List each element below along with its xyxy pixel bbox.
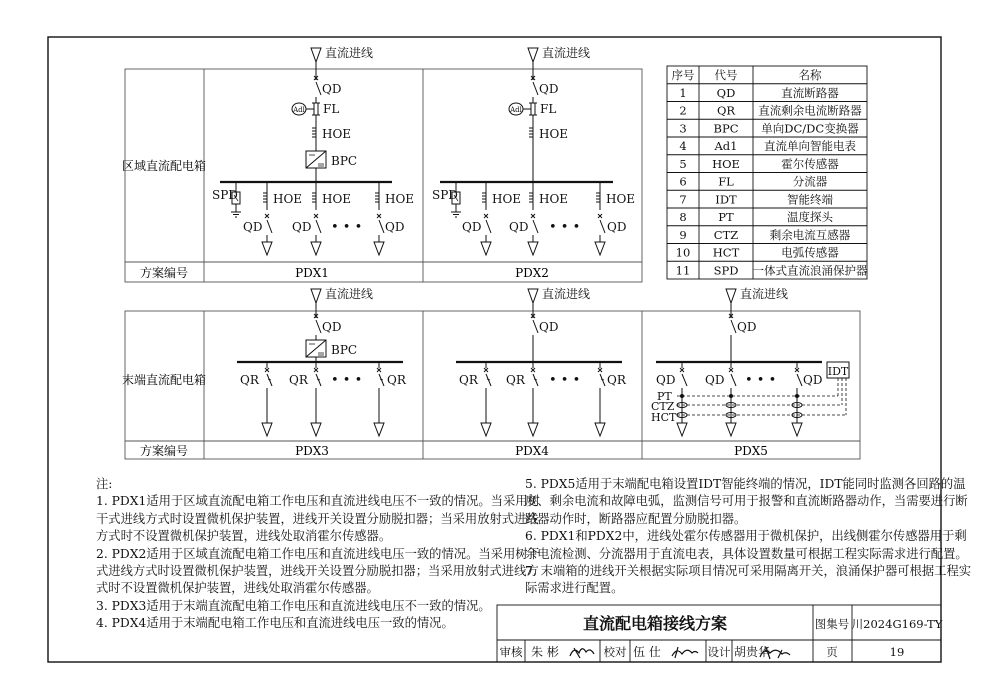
review-label: 审核	[499, 645, 523, 659]
code-qd: QD	[803, 373, 823, 387]
code-bpc: BPC	[331, 154, 358, 168]
design-label: 设计	[707, 645, 731, 659]
legend-header-cell: 名称	[798, 68, 822, 82]
scheme-pdx1: PDX1	[295, 266, 329, 280]
code-hoe: HOE	[385, 192, 415, 206]
legend-index-cell: 1	[679, 85, 687, 100]
note-line: 余电流检测、分流器用于直流电表，具体设置数量可根据工程实际需求进行配置。	[525, 546, 968, 561]
scheme-pdx4: PDX4	[515, 444, 549, 458]
note-line: 路器动作时，断路器应配置分励脱扣器。	[525, 511, 747, 526]
title-block-text	[500, 614, 943, 659]
notes-title: 注:	[96, 477, 113, 491]
code-hoe: HOE	[322, 192, 352, 206]
labels-pdx2	[432, 45, 635, 235]
code-qd: QD	[243, 220, 263, 234]
legend-index-cell: 8	[679, 210, 687, 224]
ellipsis: • • •	[549, 220, 581, 235]
code-qr: QR	[387, 373, 406, 387]
note-line: 方式时不设置微机保护装置，进线处取消霍尔传感器。	[96, 529, 392, 544]
code-qd: QD	[705, 373, 725, 387]
code-hoe: HOE	[322, 127, 352, 141]
code-qd: QD	[656, 373, 676, 387]
signature-reviewer	[570, 648, 594, 658]
ellipsis: • • •	[549, 373, 581, 388]
feed-label: 直流进线	[542, 46, 591, 60]
code-qd: QD	[607, 220, 627, 234]
legend-code-cell: HCT	[712, 245, 740, 260]
code-qr: QR	[506, 373, 525, 387]
code-qd: QD	[292, 220, 312, 234]
legend-code-cell: PT	[718, 210, 734, 224]
ellipsis: • • •	[331, 373, 363, 388]
drawing-title: 直流配电箱接线方案	[582, 614, 728, 633]
scheme-pdx5: PDX5	[734, 444, 768, 458]
legend-name-cell: 直流单向智能电表	[764, 139, 856, 153]
code-qd: QD	[539, 320, 559, 334]
check-label: 校对	[603, 645, 627, 659]
legend-index-cell: 2	[679, 103, 687, 118]
legend-name-cell: 霍尔传感器	[781, 156, 839, 171]
code-qr: QR	[607, 373, 626, 387]
legend-name-cell: 温度探头	[787, 210, 833, 224]
legend-index-cell: 11	[675, 263, 691, 278]
legend-code-cell: CTZ	[713, 227, 739, 242]
legend-name-cell: 一体式直流浪涌保护器	[752, 263, 868, 278]
code-qd: QD	[322, 82, 342, 96]
code-qd: QD	[462, 220, 482, 234]
code-hoe: HOE	[539, 192, 569, 206]
legend-name-cell: 剩余电流互感器	[769, 227, 851, 242]
legend-index-cell: 9	[679, 227, 687, 242]
legend-name-cell: 电弧传感器	[781, 245, 839, 260]
row-label-scheme-upper: 方案编号	[139, 266, 189, 280]
feed-label: 直流进线	[542, 287, 591, 301]
note-line: 6. PDX1和PDX2中，进线处霍尔传感器用于微机保护，出线侧霍尔传感器用于剩	[525, 529, 967, 544]
signature-checker	[672, 647, 698, 658]
legend-name-cell: 分流器	[792, 174, 828, 189]
code-qd: QD	[737, 320, 757, 334]
code-qd: QD	[385, 220, 405, 234]
note-line: 度、剩余电流和故障电弧，监测信号可用于报警和直流断路器动作，当需要进行断	[525, 494, 968, 509]
note-line: 2. PDX2适用于区域直流配电箱工作电压和直流进线电压一致的情况。当采用树干	[96, 546, 540, 561]
upper-grid	[125, 69, 642, 282]
legend-name-cell: 直流剩余电流断路器	[758, 103, 862, 118]
reviewer-name: 朱 彬	[531, 645, 559, 659]
code-pt: PT	[657, 390, 672, 403]
legend-code-cell: QR	[716, 103, 736, 118]
notes-left	[96, 476, 540, 633]
code-hoe: HOE	[606, 192, 636, 206]
legend-code-cell: FL	[718, 174, 734, 189]
note-line: 际需求进行配置。	[525, 581, 624, 596]
legend-index-cell: 10	[675, 245, 691, 260]
code-qd: QD	[539, 82, 559, 96]
note-line: 1. PDX1适用于区域直流配电箱工作电压和直流进线电压不一致的情况。当采用树	[96, 494, 540, 509]
code-qr: QR	[240, 373, 259, 387]
code-hoe: HOE	[492, 192, 522, 206]
legend-name-cell: 智能终端	[787, 192, 833, 207]
designer-name: 胡贵华	[734, 645, 771, 659]
notes-right	[525, 476, 971, 598]
legend-code-cell: SPD	[713, 263, 739, 278]
legend-index-cell: 4	[679, 139, 687, 153]
feed-label: 直流进线	[325, 46, 374, 60]
scheme-pdx3: PDX3	[295, 444, 329, 458]
legend-index-cell: 5	[679, 156, 687, 171]
note-line: 5. PDX5适用于末端配电箱设置IDT智能终端的情况，IDT能同时监测各回路的温	[525, 477, 966, 491]
legend-code-cell: HOE	[712, 156, 740, 171]
note-line: 3. PDX3适用于末端直流配电箱工作电压和直流进线电压不一致的情况。	[96, 598, 491, 613]
code-adl: Adl	[293, 106, 305, 114]
page-label: 页	[826, 645, 838, 659]
legend-name-cell: 单向DC/DC变换器	[761, 121, 859, 136]
labels-pdx3	[240, 286, 407, 388]
ellipsis: • • •	[745, 373, 777, 388]
note-line: 干式进线方式时设置微机保护装置，进线开关设置分励脱扣器；当采用放射式进线	[96, 511, 539, 526]
legend-code-cell: BPC	[713, 121, 739, 136]
feed-label: 直流进线	[325, 287, 374, 301]
note-line: 式进线方式时设置微机保护装置，进线开关设置分励脱扣器；当采用放射式进线方	[96, 564, 539, 579]
code-hct: HCT	[651, 411, 677, 424]
atlas-label: 图集号	[814, 617, 850, 631]
code-fl: FL	[323, 102, 340, 116]
ellipsis: • • •	[331, 220, 363, 235]
checker-name: 伍 仕	[633, 645, 661, 659]
legend-header-cell: 代号	[714, 68, 738, 82]
code-qr: QR	[289, 373, 308, 387]
code-qd: QD	[322, 320, 342, 334]
note-line: 7. 末端箱的进线开关根据实际项目情况可采用隔离开关，浪涌保护器可根据工程实	[525, 564, 972, 579]
legend-index-cell: 3	[679, 121, 687, 136]
feed-label: 直流进线	[740, 287, 789, 301]
code-fl: FL	[540, 102, 557, 116]
legend-name-cell: 直流断路器	[781, 85, 839, 100]
labels-pdx4	[459, 286, 627, 388]
code-hoe: HOE	[539, 127, 569, 141]
row-label-scheme-lower: 方案编号	[139, 444, 189, 458]
labels-pdx5	[651, 286, 849, 424]
code-ctz: CTZ	[651, 400, 675, 413]
legend-code-cell: Ad1	[714, 139, 738, 153]
legend-code-cell: QD	[716, 85, 736, 100]
code-bpc: BPC	[331, 343, 358, 357]
row-label-regional: 区域直流配电箱	[121, 159, 207, 173]
code-idt: IDT	[827, 365, 849, 378]
code-hoe: HOE	[273, 192, 303, 206]
legend-index-cell: 6	[679, 174, 687, 189]
page-number: 19	[889, 645, 905, 659]
note-line: 式时不设置微机保护装置，进线处取消霍尔传感器。	[96, 581, 379, 596]
code-adl: Adl	[510, 106, 522, 114]
legend-header-cell: 序号	[671, 68, 695, 82]
note-line: 4. PDX4适用于末端配电箱工作电压和直流进线电压一致的情况。	[96, 616, 454, 631]
code-qd: QD	[509, 220, 529, 234]
legend-index-cell: 7	[679, 192, 687, 207]
code-spd: SPD	[432, 188, 458, 202]
row-label-terminal: 末端直流配电箱	[121, 373, 207, 387]
legend-code-cell: IDT	[715, 192, 737, 207]
labels-pdx1	[212, 45, 414, 235]
code-spd: SPD	[212, 188, 238, 202]
atlas-number: 川2024G169-TY	[851, 617, 943, 631]
code-qr: QR	[459, 373, 478, 387]
scheme-pdx2: PDX2	[515, 266, 549, 280]
